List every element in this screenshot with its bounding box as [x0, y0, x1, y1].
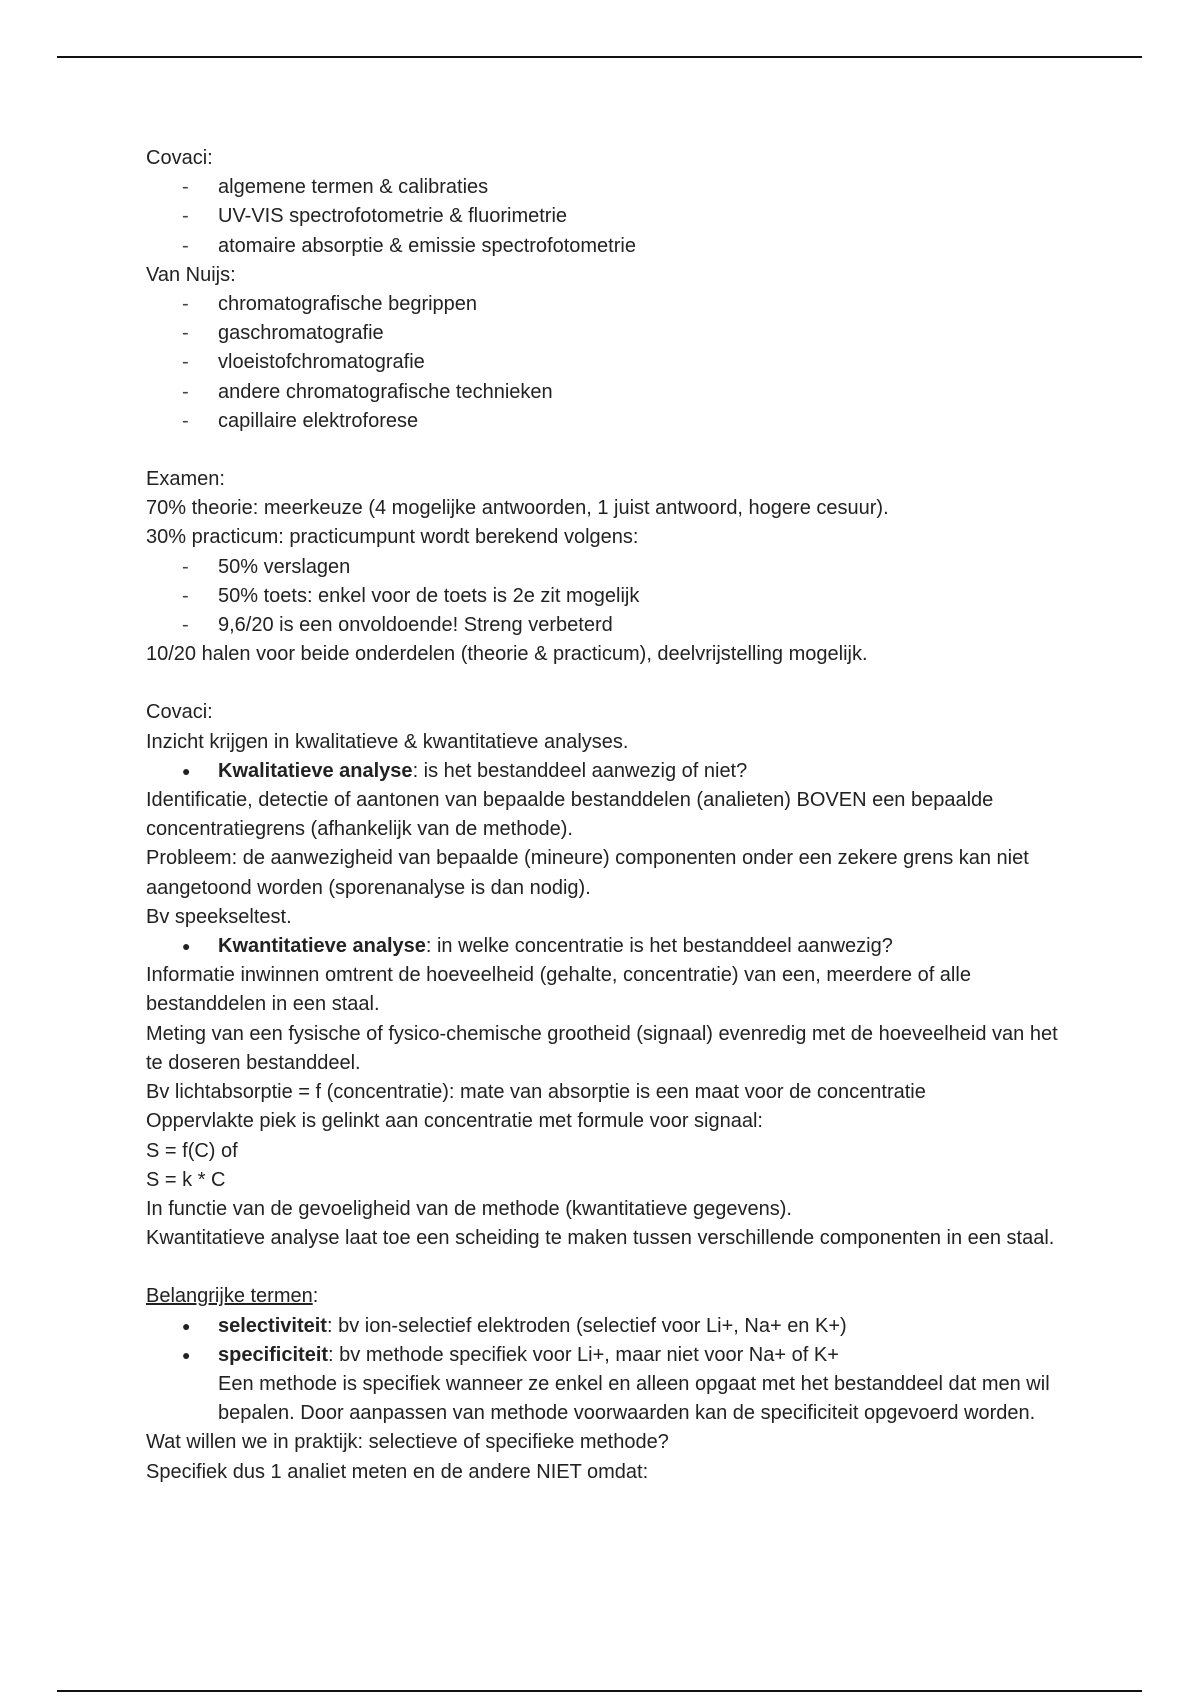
terms-answer: Specifiek dus 1 analiet meten en de andere NIET omdat: — [146, 1460, 649, 1483]
formula-1: S = f(C) of — [146, 1139, 238, 1162]
covaci2-intro: Inzicht krijgen in kwalitatieve & kwantitatieve analyses. — [146, 730, 629, 753]
quantitative-paragraph-2: Meting van een fysische of fysico-chemische grootheid (signaal) evenredig met de hoeveelheid van het te doseren bestanddeel. — [146, 1022, 1058, 1074]
bottom-rule — [57, 1690, 1142, 1692]
vannuijs-topic-list — [146, 290, 1076, 436]
selectivity-bullet — [146, 1312, 1076, 1341]
covaci-heading: Covaci: — [146, 147, 213, 169]
list-item: - capillaire elektroforese — [146, 407, 1076, 436]
list-item: - atomaire absorptie & emissie spectrofotometrie — [146, 232, 1076, 261]
exam-practicum-list — [146, 553, 1076, 641]
list-item: - algemene termen & calibraties — [146, 173, 1076, 202]
specificity-bullet — [146, 1341, 1076, 1429]
list-item: - andere chromatografische technieken — [146, 378, 1076, 407]
exam-footer: 10/20 halen voor beide onderdelen (theorie & practicum), deelvrijstelling mogelijk. — [146, 643, 868, 666]
exam-heading: Examen: — [146, 468, 225, 491]
quantitative-paragraph-5: In functie van de gevoeligheid van de methode (kwantitatieve gegevens). — [146, 1197, 792, 1220]
qualitative-bullet — [146, 757, 1076, 786]
quantitative-question: : in welke concentratie is het bestanddeel aanwezig? — [425, 935, 893, 958]
qualitative-example: Bv speekseltest. — [146, 905, 292, 928]
exam-practicum: 30% practicum: practicumpunt wordt berekend volgens: — [146, 526, 639, 549]
quantitative-example: Bv lichtabsorptie = f (concentratie): mate van absorptie is een maat voor de concentratie — [146, 1081, 926, 1104]
top-rule — [57, 56, 1142, 58]
terms-question: Wat willen we in praktijk: selectieve of specifieke methode? — [146, 1431, 669, 1454]
list-item: - UV-VIS spectrofotometrie & fluorimetrie — [146, 202, 1076, 231]
list-item: - 50% toets: enkel voor de toets is 2e zit mogelijk — [146, 582, 1076, 611]
terms-heading-text: Belangrijke termen — [146, 1285, 313, 1308]
terms-heading — [146, 1282, 1076, 1311]
list-item: - gaschromatografie — [146, 319, 1076, 348]
selectivity-term: selectiviteit — [218, 1314, 327, 1337]
formula-2: S = k * C — [146, 1168, 226, 1191]
qualitative-bullet-list — [146, 757, 1076, 786]
quantitative-bullet-list — [146, 932, 1076, 961]
quantitative-paragraph-4: Oppervlakte piek is gelinkt aan concentratie met formule voor signaal: — [146, 1110, 763, 1133]
vannuijs-heading: Van Nuijs: — [146, 263, 236, 286]
covaci-topic-list — [146, 173, 1076, 261]
quantitative-paragraph-1: Informatie inwinnen omtrent de hoeveelheid (gehalte, concentratie) van een, meerdere of alle bestanddelen in een staal. — [146, 964, 971, 1016]
list-item: - chromatografische begrippen — [146, 290, 1076, 319]
list-item: - 50% verslagen — [146, 553, 1076, 582]
qualitative-question: : is het bestanddeel aanwezig of niet? — [412, 759, 748, 782]
exam-theory: 70% theorie: meerkeuze (4 mogelijke antwoorden, 1 juist antwoord, hogere cesuur). — [146, 497, 889, 520]
specificity-description: : bv methode specifiek voor Li+, maar niet voor Na+ of K+ — [328, 1343, 839, 1366]
qualitative-term: Kwalitatieve analyse — [218, 759, 413, 782]
list-item: - 9,6/20 is een onvoldoende! Streng verbeterd — [146, 611, 1076, 640]
specificity-term: specificiteit — [218, 1343, 329, 1366]
list-item: - vloeistofchromatografie — [146, 348, 1076, 377]
terms-heading-colon: : — [312, 1285, 319, 1308]
selectivity-description: : bv ion-selectief elektroden (selectief voor Li+, Na+ en K+) — [326, 1314, 847, 1337]
quantitative-paragraph-6: Kwantitatieve analyse laat toe een scheiding te maken tussen verschillende componenten in een staal. — [146, 1227, 1055, 1250]
qualitative-paragraph-1: Identificatie, detectie of aantonen van bepaalde bestanddelen (analieten) BOVEN een bepaalde concentratiegrens (afhankelijk van de methode). — [146, 789, 994, 841]
terms-bullet-list — [146, 1312, 1076, 1429]
qualitative-paragraph-2: Probleem: de aanwezigheid van bepaalde (mineure) componenten onder een zekere grens kan niet aangetoond worden (sporenanalyse is dan nodig). — [146, 847, 1029, 899]
document-body — [146, 144, 1076, 1487]
specificity-detail: Een methode is specifiek wanneer ze enkel en alleen opgaat met het bestanddeel dat men wil bepalen. Door aanpassen van methode voorwaarden kan de specificiteit opgevoerd worden. — [218, 1372, 1050, 1425]
covaci2-heading: Covaci: — [146, 701, 213, 724]
quantitative-bullet — [146, 932, 1076, 961]
quantitative-term: Kwantitatieve analyse — [218, 935, 426, 958]
